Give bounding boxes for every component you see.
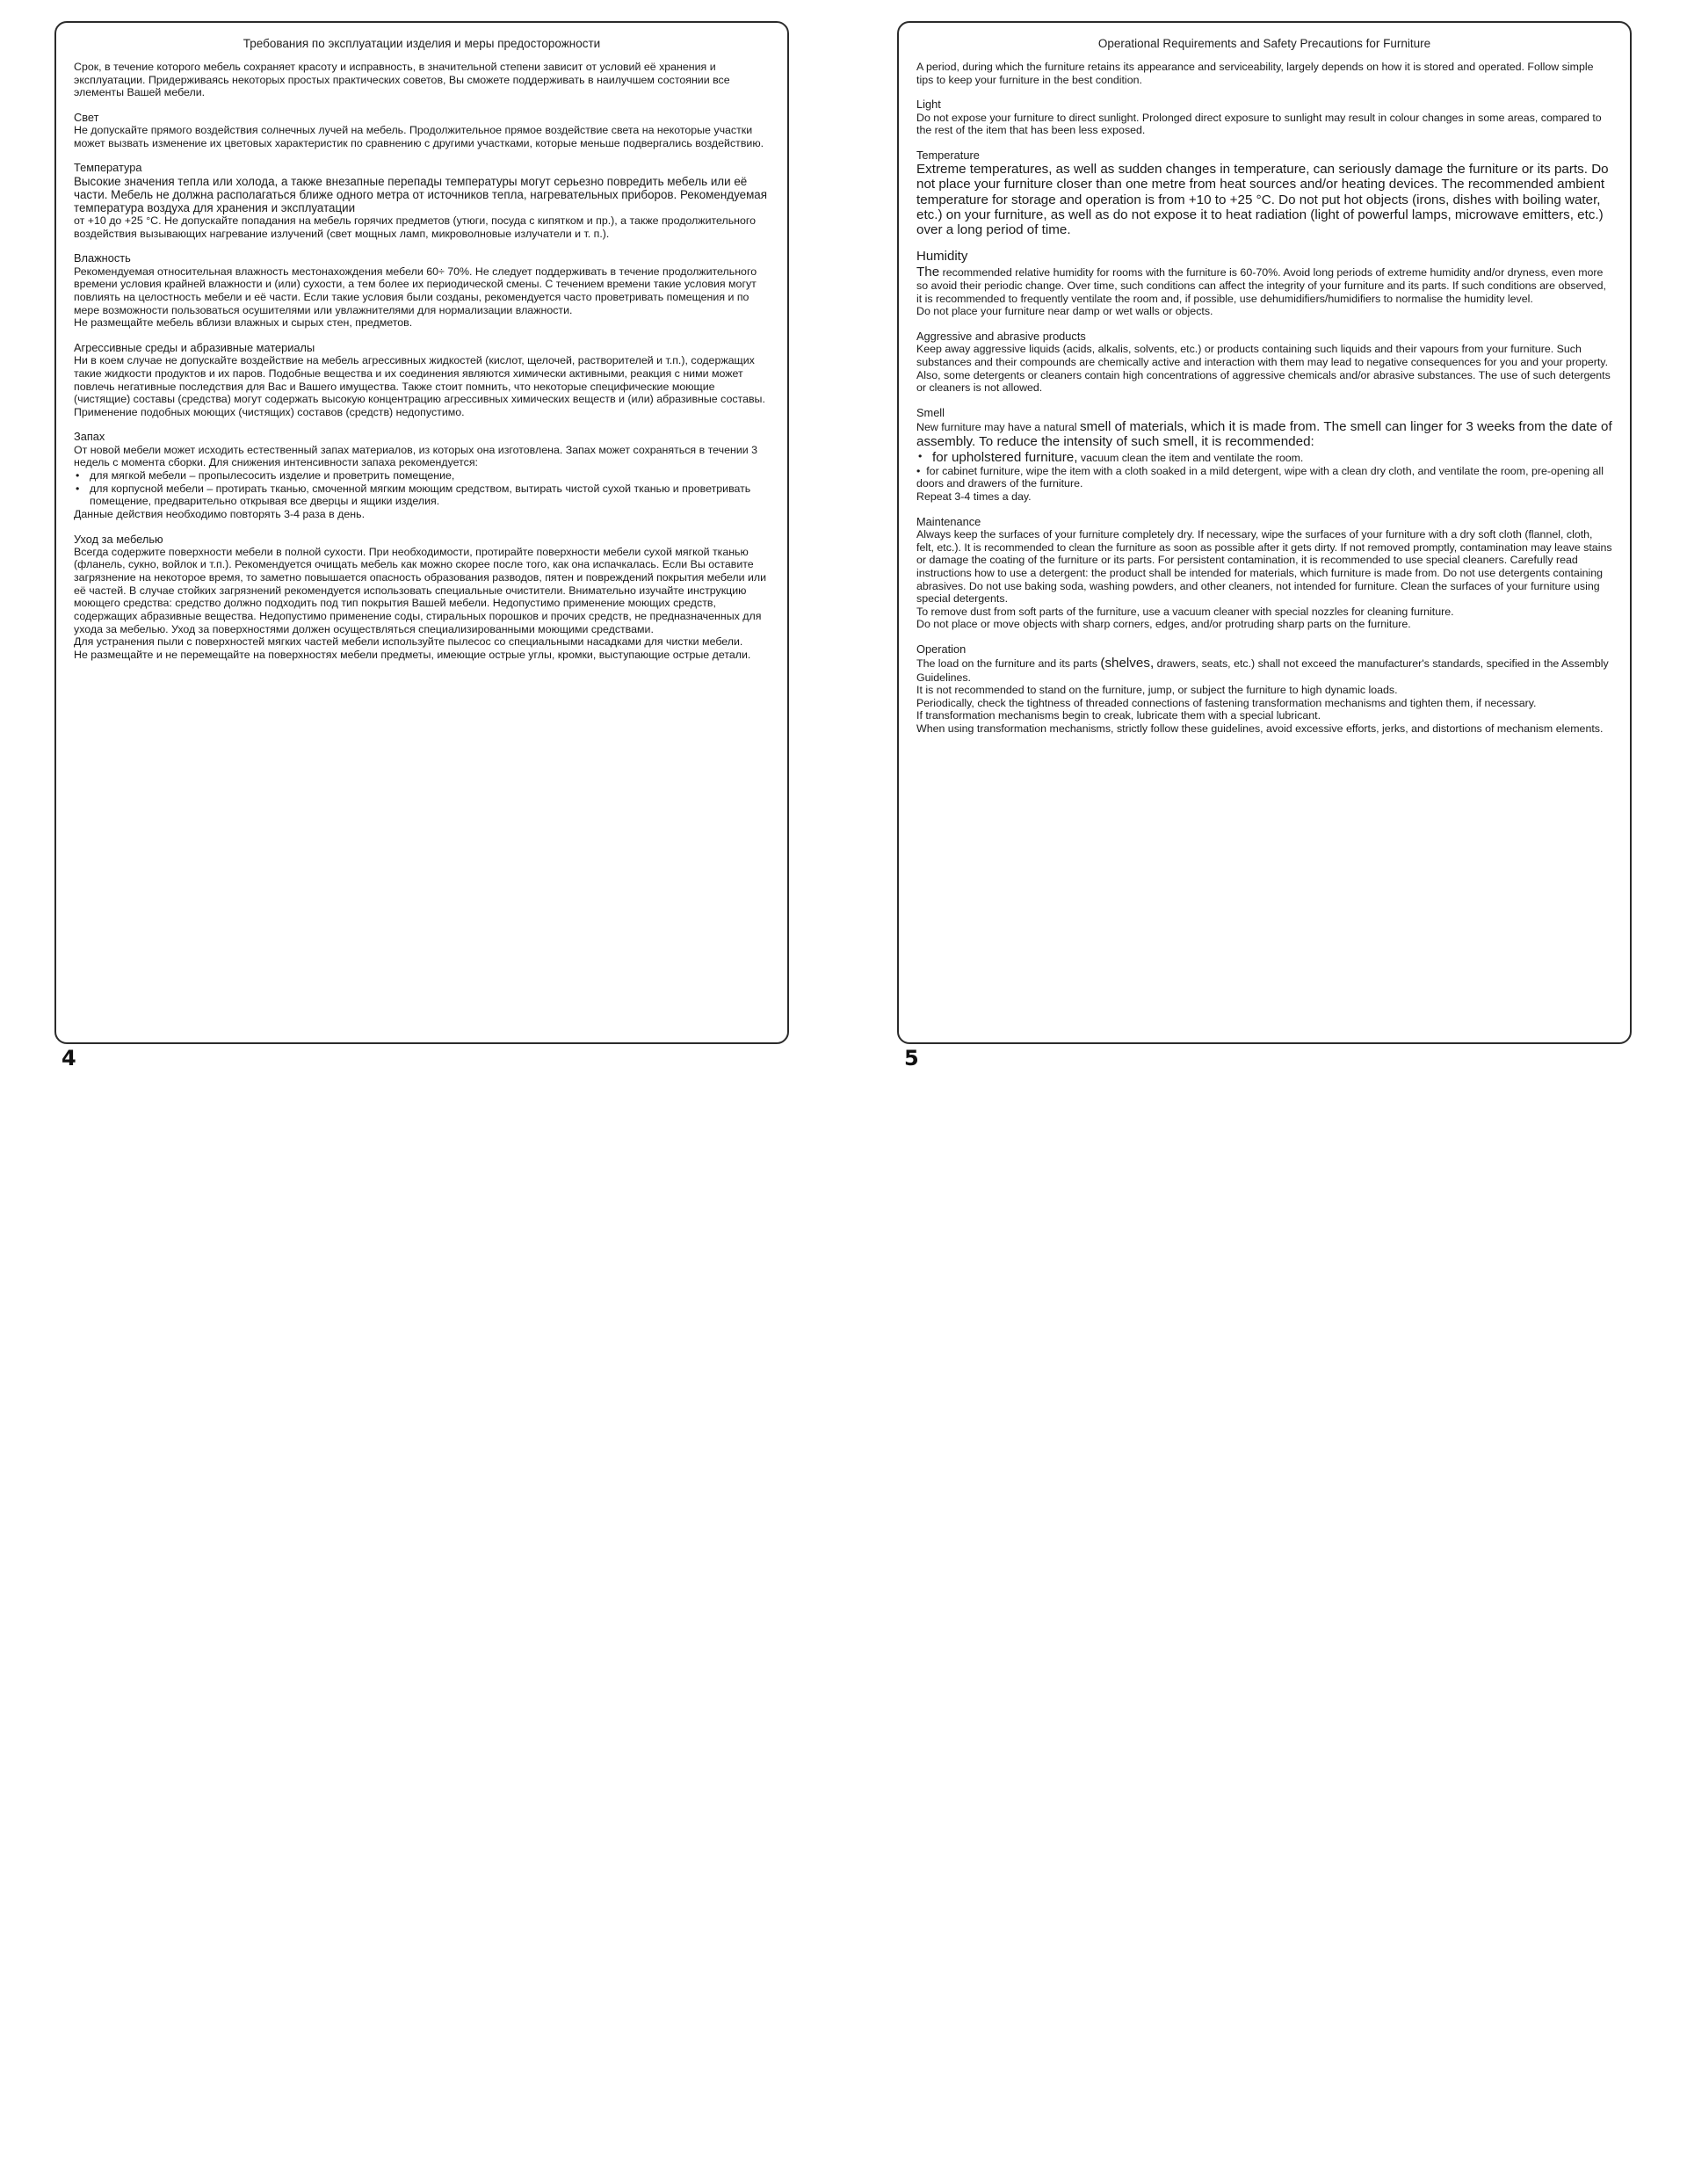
section-heading: Температура: [74, 161, 142, 175]
section-heading: Свет: [74, 110, 99, 124]
intro-paragraph: A period, during which the furniture retains its appearance and serviceability, largely depends on how it is stored and operated. Follow simple tips to keep your furniture in the best condition.: [916, 61, 1594, 86]
section-temperature: [74, 161, 770, 240]
section-text: Всегда содержите поверхности мебели в полной сухости. При необходимости, протирайте поверхности мебели сухой мягкой тканью (фланель, сукно, войлок и т.п.). Рекомендуется очищать мебель как можно скорее после того, как она испачкалась. Если Вы оставите загрязнение на некоторое время, то заметно повышается опасность образования разводов, пятен и повреждений покрытия мебели или её частей. В случае стойких загрязнений рекомендуется использовать специальные очистители. Внимательно изучайте инструкцию моющего средства: средство должно подходить под тип покрытия Вашей мебели. Недопустимо применение моющих средств, содержащих абразивные вещества. Недопустимо применение соды, стиральных порошков и прочих средств, не предназначенных для ухода за мебелью. Уход за поверхностями должен осуществляться специализированными моющими средствами.: [74, 545, 767, 635]
section-text: Не размещайте мебель вблизи влажных и сырых стен, предметов.: [74, 316, 413, 330]
section-text: От новой мебели может исходить естественный запах материалов, из которых она изготовлена. Запах может сохраняться в течении 3 недель с момента сборки. Для снижения интенсивности запаха рекомендуется:: [74, 443, 757, 469]
bullet-item: • for upholstered furniture, vacuum clean the item and ventilate the room.: [918, 449, 1304, 465]
section-heading: Maintenance: [916, 514, 981, 528]
page-title: Требования по эксплуатации изделия и меры предосторожности: [243, 37, 601, 50]
section-text: If transformation mechanisms begin to creak, lubricate them with a special lubricant.: [916, 709, 1321, 722]
section-text: The recommended relative humidity for rooms with the furniture is 60-70%. Avoid long periods of extreme humidity and/or dryness, even more so avoid their periodic change. Over time, such conditions can affect the integrity of your furniture and its parts. If such conditions are observed, it is recommended to frequently ventilate the room and, if possible, use dehumidifiers/humidifiers to normalise the humidity level.: [916, 265, 1606, 305]
section-smell: [916, 406, 1612, 504]
section-smell: [74, 430, 770, 520]
section-humidity: [916, 249, 1612, 318]
section-text: Do not place your furniture near damp or wet walls or objects.: [916, 305, 1213, 318]
section-heading: Operation: [916, 642, 967, 657]
section-care: [74, 533, 770, 662]
section-aggressive: [916, 330, 1612, 395]
section-text: To remove dust from soft parts of the furniture, use a vacuum cleaner with special nozzles for cleaning furniture.: [916, 605, 1454, 618]
section-text: Данные действия необходимо повторять 3-4 раза в день.: [74, 507, 366, 520]
section-text: It is not recommended to stand on the furniture, jump, or subject the furniture to high dynamic loads.: [916, 684, 1398, 697]
section-heading: Humidity: [916, 249, 968, 265]
section-heading: Влажность: [74, 251, 131, 265]
section-text: Do not place or move objects with sharp corners, edges, and/or protruding sharp parts on the furniture.: [916, 618, 1411, 631]
section-maintenance: [916, 515, 1612, 631]
left-page-frame: [54, 21, 789, 1044]
section-temperature: [916, 149, 1612, 237]
section-humidity: [74, 251, 770, 329]
section-text: Для устранения пыли с поверхностей мягких частей мебели используйте пылесос со специальными насадками для чистки мебели.: [74, 635, 743, 649]
section-heading: Aggressive and abrasive products: [916, 330, 1086, 344]
section-text: Ни в коем случае не допускайте воздействие на мебель агрессивных жидкостей (кислот, щелочей, растворителей и т.п.), содержащих такие жидкости продуктов и их паров. Подобные вещества и их соединения являются химически активными, реакция с ними может повлечь негативные последствия для Вас и Вашего имущества. Также стоит помнить, что некоторые специфические моющие (чистящие) составы (средства) могут содержать высокую концентрацию агрессивных химических веществ и (или) абразивные составы. Применение подобных моющих (чистящих) составов (средств) недопустимо.: [74, 354, 765, 418]
bullet-icon: •: [76, 469, 80, 483]
section-text: New furniture may have a natural smell of materials, which it is made from. The smell can linger for 3 weeks from the date of assembly. To reduce the intensity of such smell, it is recommended:: [916, 419, 1612, 450]
section-light: [916, 98, 1612, 137]
section-light: [74, 111, 770, 150]
section-text: Keep away aggressive liquids (acids, alkalis, solvents, etc.) or products containing such liquids and their vapours from your furniture. Such substances and their compounds are chemically active and interaction with them may lead to negative consequences for you and your property. Also, some detergents or cleaners contain high concentrations of aggressive chemicals and/or abrasive substances. The use of such detergents or cleaners is not allowed.: [916, 343, 1611, 395]
page-number: 4: [62, 1046, 76, 1070]
section-heading: Light: [916, 98, 941, 112]
page-number: 5: [904, 1046, 919, 1070]
bullet-item: • для мягкой мебели – пропылесосить изделие и проветрить помещение,: [76, 469, 455, 483]
right-page-frame: [897, 21, 1632, 1044]
section-heading: Уход за мебелью: [74, 532, 163, 546]
section-text: Extreme temperatures, as well as sudden changes in temperature, can seriously damage the furniture or its parts. Do not place your furniture closer than one metre from heat sources and/or heating devices. The recommended ambient temperature for storage and operation is from +10 to +25 °C. Do not put hot objects (irons, dishes with boiling water, etc.) on your furniture, as well as do not expose it to heat radiation (light of powerful lamps, microwave emitters, etc.) over a long period of time.: [916, 162, 1609, 237]
section-text: Repeat 3-4 times a day.: [916, 490, 1032, 504]
bullet-item: • for cabinet furniture, wipe the item with a cloth soaked in a mild detergent, wipe with a clean dry cloth, and ventilate the room, pre-opening all doors and drawers of the furniture.: [916, 464, 1604, 490]
section-text: The load on the furniture and its parts (shelves, drawers, seats, etc.) shall not exceed the manufacturer's standards, specified in the Assembly Guidelines.: [916, 656, 1609, 684]
bullet-icon: •: [76, 482, 80, 495]
section-text: Рекомендуемая относительная влажность местонахождения мебели 60÷ 70%. Не следует поддерживать в течение продолжительного времени условия крайней влажности и (или) сухости, а тем более их периодической смены. С течением времени такие условия могут повлиять на целостность мебели и её части. Если такие условия были созданы, рекомендуется часто проветривать помещения и по мере возможности пользоваться осушителями или увлажнителями для нормализации влажности.: [74, 265, 757, 316]
section-text: Не допускайте прямого воздействия солнечных лучей на мебель. Продолжительное прямое воздействие света на некоторые участки может вызвать изменение их цветовых характеристик по сравнению с другими участками, которые меньше подвергались воздействию.: [74, 124, 764, 149]
section-text: Periodically, check the tightness of threaded connections of fastening transformation mechanisms and tighten them, if necessary.: [916, 696, 1537, 709]
section-text: Always keep the surfaces of your furniture completely dry. If necessary, wipe the surfaces of your furniture with a dry soft cloth (flannel, cloth, felt, etc.). It is recommended to clean the furniture as soon as possible after it gets dirty. If not removed promptly, contamination may leave stains or damage the coating of the furniture or its parts. For persistent contamination, it is recommended to use special cleaners. Carefully read instructions how to use a detergent: the product shall be intended for materials, which furniture is made from. Do not use detergents containing abrasives. Do not use baking soda, washing powders, and other cleaners, not intended for furniture. Clean the surfaces of your furniture using special detergents.: [916, 528, 1612, 606]
section-operation: [916, 642, 1612, 736]
section-heading: Smell: [916, 405, 945, 419]
section-aggressive: [74, 341, 770, 418]
section-text: Высокие значения тепла или холода, а также внезапные перепады температуры могут серьезно повредить мебель или её части. Мебель не должна располагаться ближе одного метра от источников тепла, нагревательных приборов. Рекомендуемая температура воздуха для хранения и эксплуатации: [74, 174, 767, 215]
section-heading: Temperature: [916, 148, 980, 162]
bullet-item: • для корпусной мебели – протирать тканью, смоченной мягким моющим средством, вытирать чистой сухой тканью и проветривать помещение, предварительно открывая все дверцы и ящики изделия.: [76, 482, 751, 508]
page-title: Operational Requirements and Safety Precautions for Furniture: [1097, 37, 1431, 50]
section-heading: Запах: [74, 430, 105, 444]
bullet-icon: •: [916, 464, 921, 477]
section-text: Do not expose your furniture to direct sunlight. Prolonged direct exposure to sunlight may result in colour changes in some areas, compared to the rest of the item that has been less exposed.: [916, 111, 1602, 137]
section-text: Не размещайте и не перемещайте на поверхностях мебели предметы, имеющие острые углы, кромки, выступающие острые детали.: [74, 648, 751, 661]
intro-paragraph: Срок, в течение которого мебель сохраняет красоту и исправность, в значительной степени зависит от условий её хранения и эксплуатации. Придерживаясь некоторых простых практических советов, Вы сможете поддерживать в наилучшем состоянии все элементы Вашей мебели.: [74, 61, 730, 99]
section-text: от +10 до +25 °С. Не допускайте попадания на мебель горячих предметов (утюги, посуда с кипятком и пр.), а также продолжительного воздействия вызывающих нагревание излучений (свет мощных ламп, микроволновые излучатели и т. п.).: [74, 214, 757, 240]
bullet-icon: •: [918, 449, 923, 462]
section-heading: Агрессивные среды и абразивные материалы: [74, 340, 315, 354]
section-text: When using transformation mechanisms, strictly follow these guidelines, avoid excessive efforts, jerks, and distortions of mechanism elements.: [916, 722, 1604, 736]
